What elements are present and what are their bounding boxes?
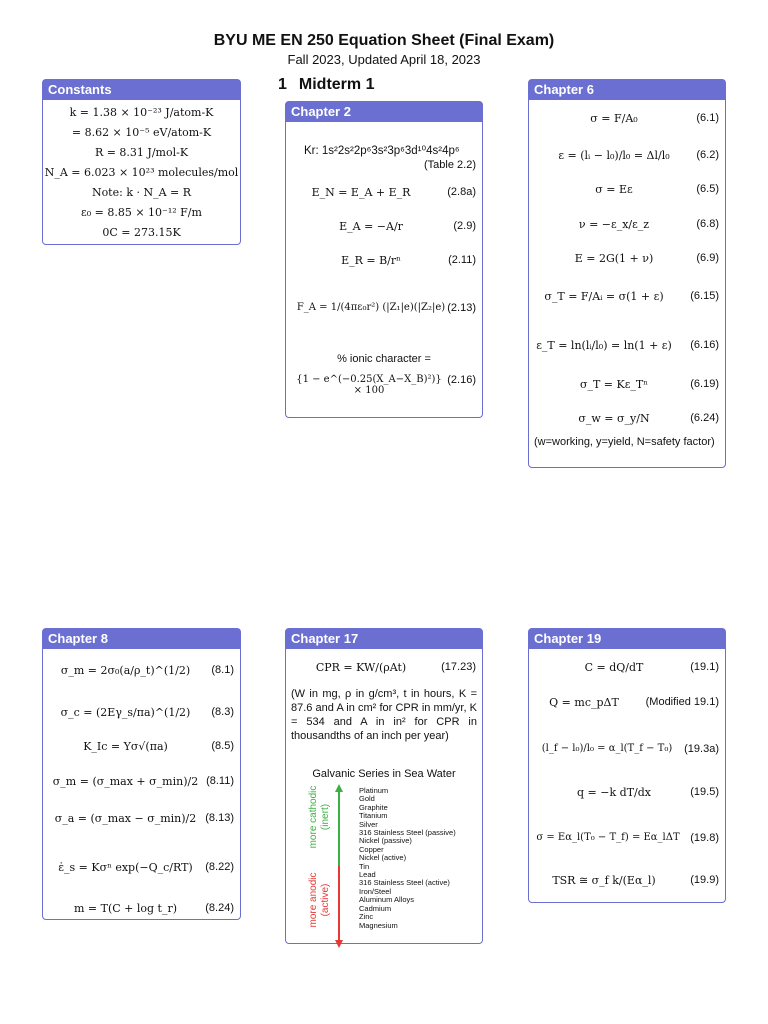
chapter-6-box <box>528 79 726 468</box>
equation-tag: (2.16) <box>447 374 476 386</box>
equation-tag: (Modified 19.1) <box>645 696 719 708</box>
equation-tag: (8.24) <box>205 902 234 914</box>
equation: σ = Eε <box>595 183 633 196</box>
chapter-19-header: Chapter 19 <box>529 629 725 649</box>
chapter-19-box <box>528 628 726 903</box>
equation: C = dQ/dT <box>584 661 644 674</box>
equation: m = T(C + log t_r) <box>73 902 178 915</box>
equation-tag: (8.3) <box>211 706 234 718</box>
kr-tag: (Table 2.2) <box>424 159 476 171</box>
equation-tag: (19.9) <box>690 874 719 886</box>
constants-header: Constants <box>43 80 240 100</box>
constant-celsius: 0C = 273.15K <box>102 226 181 239</box>
cathodic-label: more cathodic (inert) <box>308 785 331 849</box>
list-item: Lead <box>359 870 376 880</box>
equation: ν = −ε_x/ε_z <box>578 218 650 231</box>
list-item: Platinum <box>359 786 389 795</box>
equation: (l_f − l₀)/l₀ = α_l(T_f − T₀) <box>541 743 673 754</box>
list-item: Silver <box>359 819 378 829</box>
list-item: Nickel (passive) <box>359 836 412 846</box>
equation: q = −k dT/dx <box>577 786 651 799</box>
equation-tag: (6.15) <box>690 290 719 302</box>
ch17-note: (W in mg, ρ in g/cm³, t in hours, K = 87.6 and A in cm² for CPR in mm/yr, K = 534 and A in in² for CPR in thousandths of an inch per year) <box>291 688 477 742</box>
list-item: Iron/Steel <box>359 886 392 896</box>
equation: CPR = KW/(ρAt) <box>315 661 407 674</box>
constant-gas: R = 8.31 J/mol-K <box>94 146 189 159</box>
list-item: Titanium <box>359 811 388 821</box>
equation-tag: (8.5) <box>211 740 234 752</box>
constant-boltzmann-ev: = 8.62 × 10⁻⁵ eV/atom-K <box>71 126 212 139</box>
equation-tag: (6.8) <box>696 218 719 230</box>
equation-tag: (8.1) <box>211 664 234 676</box>
equation: TSR ≅ σ_f k/(Eα_l) <box>552 874 656 887</box>
list-item: Graphite <box>359 802 388 812</box>
chapter-2-header: Chapter 2 <box>286 102 482 122</box>
equation: E = 2G(1 + ν) <box>574 252 654 265</box>
ionic-character-label: % ionic character = <box>337 353 431 365</box>
equation: Q = mc_pΔT <box>549 696 619 709</box>
chapter-17-header: Chapter 17 <box>286 629 482 649</box>
equation: σ = F/A₀ <box>590 112 638 125</box>
chapter-17-box <box>285 628 483 944</box>
galvanic-series-title: Galvanic Series in Sea Water <box>312 768 456 780</box>
equation: ε_T = ln(lᵢ/l₀) = ln(1 + ε) <box>536 339 672 352</box>
ch6-note: (w=working, y=yield, N=safety factor) <box>534 436 715 448</box>
chapter-8-box <box>42 628 241 920</box>
list-item: Zinc <box>359 912 374 922</box>
equation-tag: (17.23) <box>441 661 476 673</box>
equation-tag: (6.16) <box>690 339 719 351</box>
equation-tag: (8.11) <box>206 775 234 787</box>
page-subtitle: Fall 2023, Updated April 18, 2023 <box>287 52 481 67</box>
page-title: BYU ME EN 250 Equation Sheet (Final Exam) <box>213 32 555 49</box>
equation: F_A = 1/(4πε₀r²) (|Z₁|e)(|Z₂|e) <box>296 302 446 313</box>
equation-tag: (6.2) <box>696 149 719 161</box>
equation-tag: (2.9) <box>453 220 476 232</box>
equation-tag: (6.9) <box>696 252 719 264</box>
equation-tag: (2.13) <box>447 302 476 314</box>
list-item: Magnesium <box>359 920 398 930</box>
section-title: Midterm 1 <box>298 76 375 93</box>
list-item: 316 Stainless Steel (passive) <box>359 828 456 838</box>
equation-tag: (8.22) <box>205 861 234 873</box>
list-item: Aluminum Alloys <box>359 895 415 905</box>
equation: σ_m = (σ_max + σ_min)/2 <box>52 775 199 788</box>
equation: K_Ic = Yσ√(πa) <box>83 740 168 753</box>
section-heading <box>278 76 374 94</box>
equation: σ_T = Kε_Tⁿ <box>579 378 649 391</box>
equation: σ_m = 2σ₀(a/ρ_t)^(1/2) <box>60 664 191 677</box>
equation: σ_w = σ_y/N <box>578 412 650 425</box>
equation: E_R = B/rⁿ <box>341 254 401 267</box>
kr-configuration: Kr: 1s²2s²2p⁶3s²3p⁶3d¹⁰4s²4p⁶ <box>304 145 460 157</box>
chapter-8-header: Chapter 8 <box>43 629 240 649</box>
equation: σ_c = (2Eγ_s/πa)^(1/2) <box>60 706 191 719</box>
equation-tag: (19.8) <box>690 832 719 844</box>
constants-box <box>42 79 241 245</box>
equation: σ_T = F/Aᵢ = σ(1 + ε) <box>544 290 664 303</box>
equation-tag: (19.5) <box>690 786 719 798</box>
equation: {1 − e^(−0.25(X_A−X_B)²)} × 100 <box>296 374 442 396</box>
list-item: Copper <box>359 844 384 854</box>
anodic-label: more anodic (active) <box>308 872 331 928</box>
equation-tag: (19.3a) <box>684 743 719 755</box>
list-item: Cadmium <box>359 903 392 913</box>
constant-avogadro: N_A = 6.023 × 10²³ molecules/mol <box>44 166 239 179</box>
equation-tag: (2.8a) <box>447 186 476 198</box>
equation: E_N = E_A + E_R <box>311 186 411 199</box>
list-item: Gold <box>359 794 375 804</box>
equation: σ = Eα_l(T₀ − T_f) = Eα_lΔT <box>536 832 680 843</box>
equation-tag: (6.5) <box>696 183 719 195</box>
equation: ε̇_s = Kσⁿ exp(−Q_c/RT) <box>58 861 193 874</box>
constant-permittivity: ε₀ = 8.85 × 10⁻¹² F/m <box>81 206 202 219</box>
equation-tag: (8.13) <box>205 812 234 824</box>
equation-tag: (19.1) <box>690 661 719 673</box>
equation: σ_a = (σ_max − σ_min)/2 <box>54 812 197 825</box>
equation: E_A = −A/r <box>339 220 403 233</box>
equation-tag: (2.11) <box>448 254 476 266</box>
equation-tag: (6.19) <box>690 378 719 390</box>
constant-boltzmann-j: k = 1.38 × 10⁻²³ J/atom-K <box>69 106 214 119</box>
chapter-2-box <box>285 101 483 418</box>
list-item: Tin <box>359 861 370 871</box>
section-number: 1 <box>278 76 287 93</box>
chapter-6-header: Chapter 6 <box>529 80 725 100</box>
equation-tag: (6.24) <box>690 412 719 424</box>
list-item: Nickel (active) <box>359 853 407 863</box>
equation: ε = (lᵢ − l₀)/l₀ = Δl/l₀ <box>558 149 670 162</box>
equation-tag: (6.1) <box>696 112 719 124</box>
list-item: 316 Stainless Steel (active) <box>359 878 450 888</box>
galvanic-metal-list <box>359 787 456 930</box>
constant-note: Note: k · N_A = R <box>91 186 192 199</box>
